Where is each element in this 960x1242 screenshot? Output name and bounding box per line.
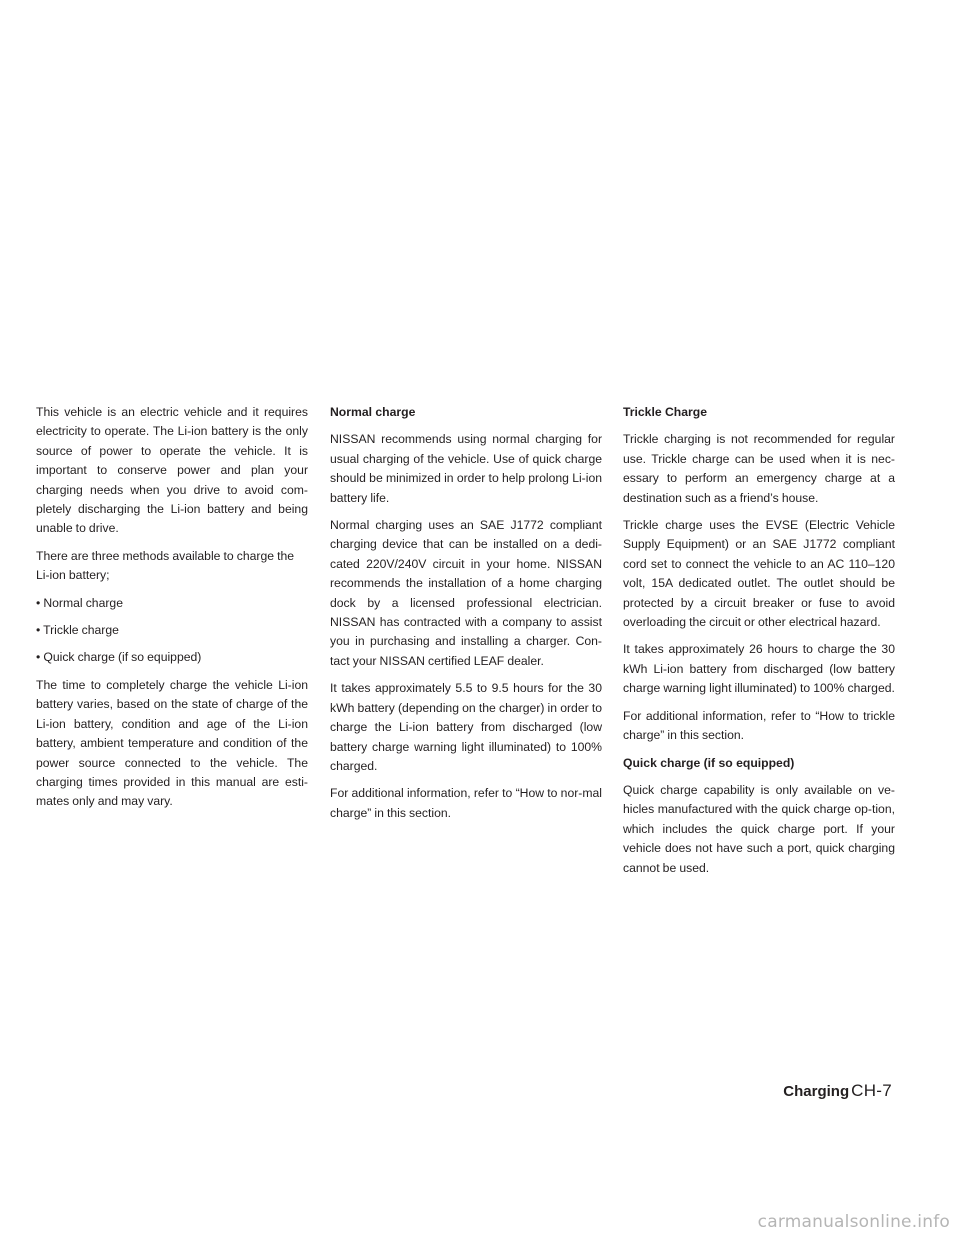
trickle-charge-heading: Trickle Charge: [623, 405, 707, 419]
page-footer: [783, 1081, 892, 1101]
quick-charge-paragraph-1: Quick charge capability is only available on ve-hicles manufactured with the quick charge op-tion, which includes the quick charge port. If your vehicle does not have such a port, quick charging cannot be used.: [623, 782, 895, 875]
column-left: [36, 403, 308, 820]
normal-charge-paragraph-2: Normal charging uses an SAE J1772 compliant charging device that can be installed on a dedi-cated 220V/240V circuit in your home. NISSAN recommends the installation of a home charging dock by a licensed professional electrician. NISSAN has contracted with a company to assist you in purchasing and installing a charger. Con-tact your NISSAN certified LEAF dealer.: [330, 518, 602, 668]
normal-charge-paragraph-3: It takes approximately 5.5 to 9.5 hours for the 30 kWh battery (depending on the charger) in order to charge the Li-ion battery from discharged (low battery charge warning light illuminated) to 100% charged.: [330, 681, 602, 773]
column-middle: [330, 403, 602, 831]
column-right: [623, 403, 895, 886]
normal-charge-paragraph-1: NISSAN recommends using normal charging for usual charging of the vehicle. Use of quick charge should be minimized in order to help prolong Li-ion battery life.: [330, 432, 602, 505]
methods-intro: There are three methods available to charge the Li-ion battery;: [36, 548, 295, 583]
trickle-charge-paragraph-1: Trickle charging is not recommended for regular use. Trickle charge can be used when it is nec-essary to perform an emergency charge at a destination such as a friend’s house.: [623, 432, 895, 505]
section-title: Charging: [783, 1083, 850, 1100]
site-watermark: carmanualsonline.info: [757, 1212, 950, 1232]
normal-charge-heading: Normal charge: [330, 405, 416, 419]
page-number: CH-7: [851, 1081, 892, 1100]
intro-paragraph: This vehicle is an electric vehicle and it requires electricity to operate. The Li-ion battery is the only source of power to operate the vehicle. It is important to conserve power and plan your charging needs when you drive to avoid com-pletely discharging the Li-ion battery and being unable to drive.: [36, 405, 308, 536]
method-item-quick: • Quick charge (if so equipped): [36, 650, 202, 665]
normal-charge-paragraph-4: For additional information, refer to “How to nor-mal charge” in this section.: [330, 786, 602, 820]
method-item-normal: • Normal charge: [36, 595, 123, 610]
trickle-charge-paragraph-4: For additional information, refer to “How to trickle charge” in this section.: [623, 708, 895, 743]
trickle-charge-paragraph-3: It takes approximately 26 hours to charge the 30 kWh Li-ion battery from discharged (low battery charge warning light illuminated) to 100% charged.: [623, 642, 895, 696]
charge-time-paragraph: The time to completely charge the vehicle Li-ion battery varies, based on the state of charge of the Li-ion battery, condition and age of the Li-ion battery, ambient temperature and condition of the power source connected to the vehicle. The charging times provided in this manual are esti-mates only and may vary.: [36, 677, 308, 809]
quick-charge-heading: Quick charge (if so equipped): [623, 755, 795, 770]
method-item-trickle: • Trickle charge: [36, 623, 119, 638]
trickle-charge-paragraph-2: Trickle charge uses the EVSE (Electric Vehicle Supply Equipment) or an SAE J1772 compliant cord set to connect the vehicle to an AC 110–120 volt, 15A dedicated outlet. The outlet should be protected by a circuit breaker or fuse to avoid overloading the circuit or other electrical hazard.: [623, 518, 895, 630]
